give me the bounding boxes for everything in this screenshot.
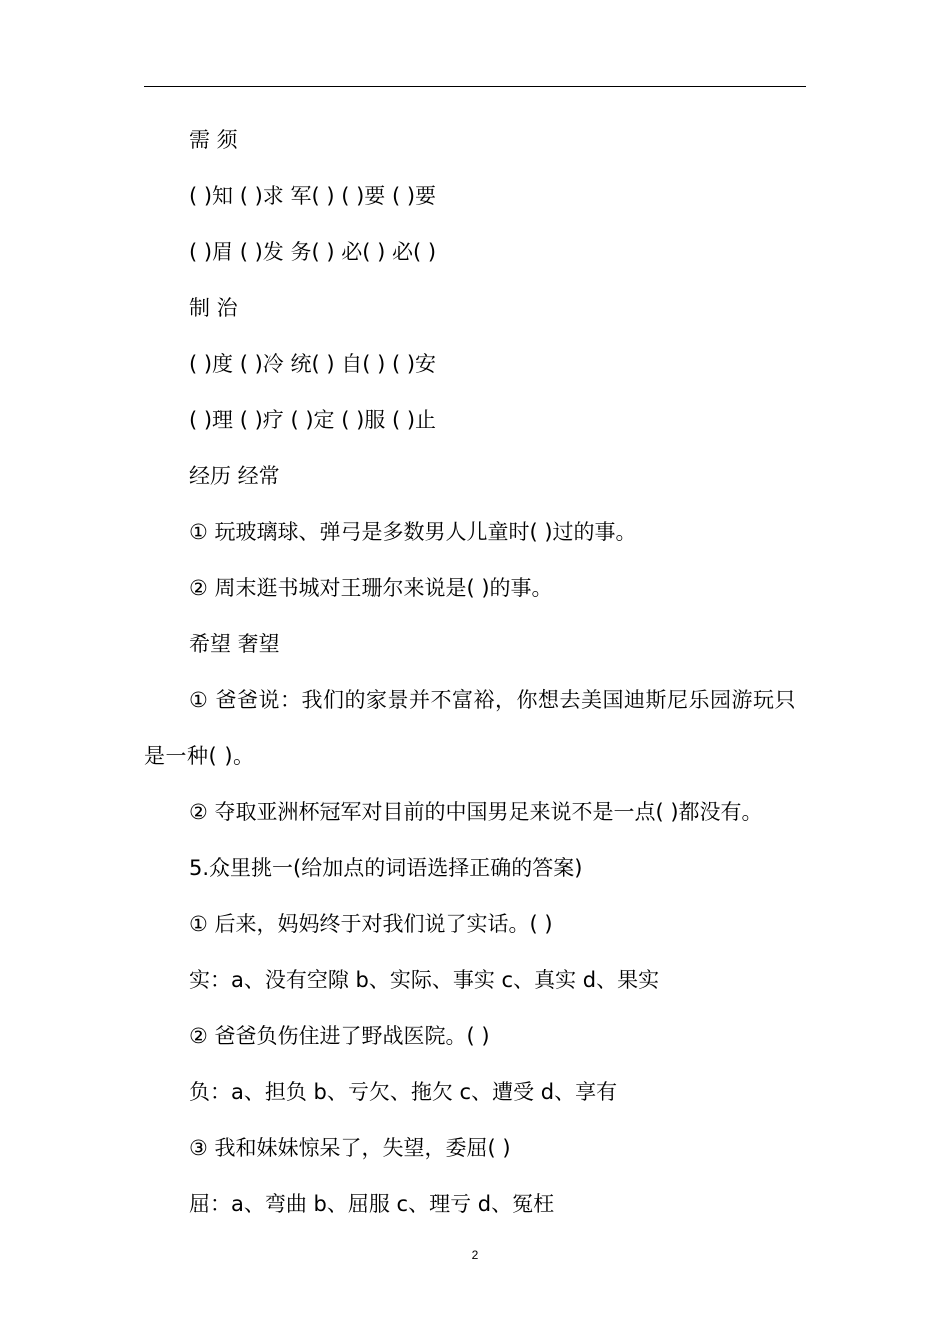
answer-options: 屈：a、弯曲 b、屈服 c、理亏 d、冤枉 <box>189 1192 555 1216</box>
exercise-sentence: ② 周末逛书城对王珊尔来说是( )的事。 <box>189 576 553 600</box>
exercise-sentence: ① 后来，妈妈终于对我们说了实话。( ) <box>189 912 553 936</box>
answer-options: 实：a、没有空隙 b、实际、事实 c、真实 d、果实 <box>189 968 660 992</box>
page-number: 2 <box>471 1248 479 1262</box>
exercise-sentence: ① 玩玻璃球、弹弓是多数男人儿童时( )过的事。 <box>189 520 637 544</box>
exercise-sentence: ③ 我和妹妹惊呆了，失望，委屈( ) <box>189 1136 511 1160</box>
word-pair-heading: 希望 奢望 <box>189 632 280 656</box>
header-rule <box>144 86 806 87</box>
exercise-sentence: ② 夺取亚洲杯冠军对目前的中国男足来说不是一点( )都没有。 <box>189 800 763 824</box>
exercise-sentence: ① 爸爸说：我们的家景并不富裕，你想去美国迪斯尼乐园游玩只是一种( )。 <box>144 688 796 768</box>
fill-blank-line: ( )知 ( )求 军( ) ( )要 ( )要 <box>189 184 437 208</box>
fill-blank-line: ( )度 ( )冷 统( ) 自( ) ( )安 <box>189 352 437 376</box>
word-pair-heading: 制 治 <box>189 296 238 320</box>
exercise-sentence: ② 爸爸负伤住进了野战医院。( ) <box>189 1024 490 1048</box>
page-content <box>144 112 806 1232</box>
section-heading: 5.众里挑一(给加点的词语选择正确的答案) <box>189 856 583 880</box>
word-pair-heading: 需 须 <box>189 128 238 152</box>
answer-options: 负：a、担负 b、亏欠、拖欠 c、遭受 d、享有 <box>189 1080 618 1104</box>
word-pair-heading: 经历 经常 <box>189 464 280 488</box>
fill-blank-line: ( )眉 ( )发 务( ) 必( ) 必( ) <box>189 240 437 264</box>
fill-blank-line: ( )理 ( )疗 ( )定 ( )服 ( )止 <box>189 408 437 432</box>
